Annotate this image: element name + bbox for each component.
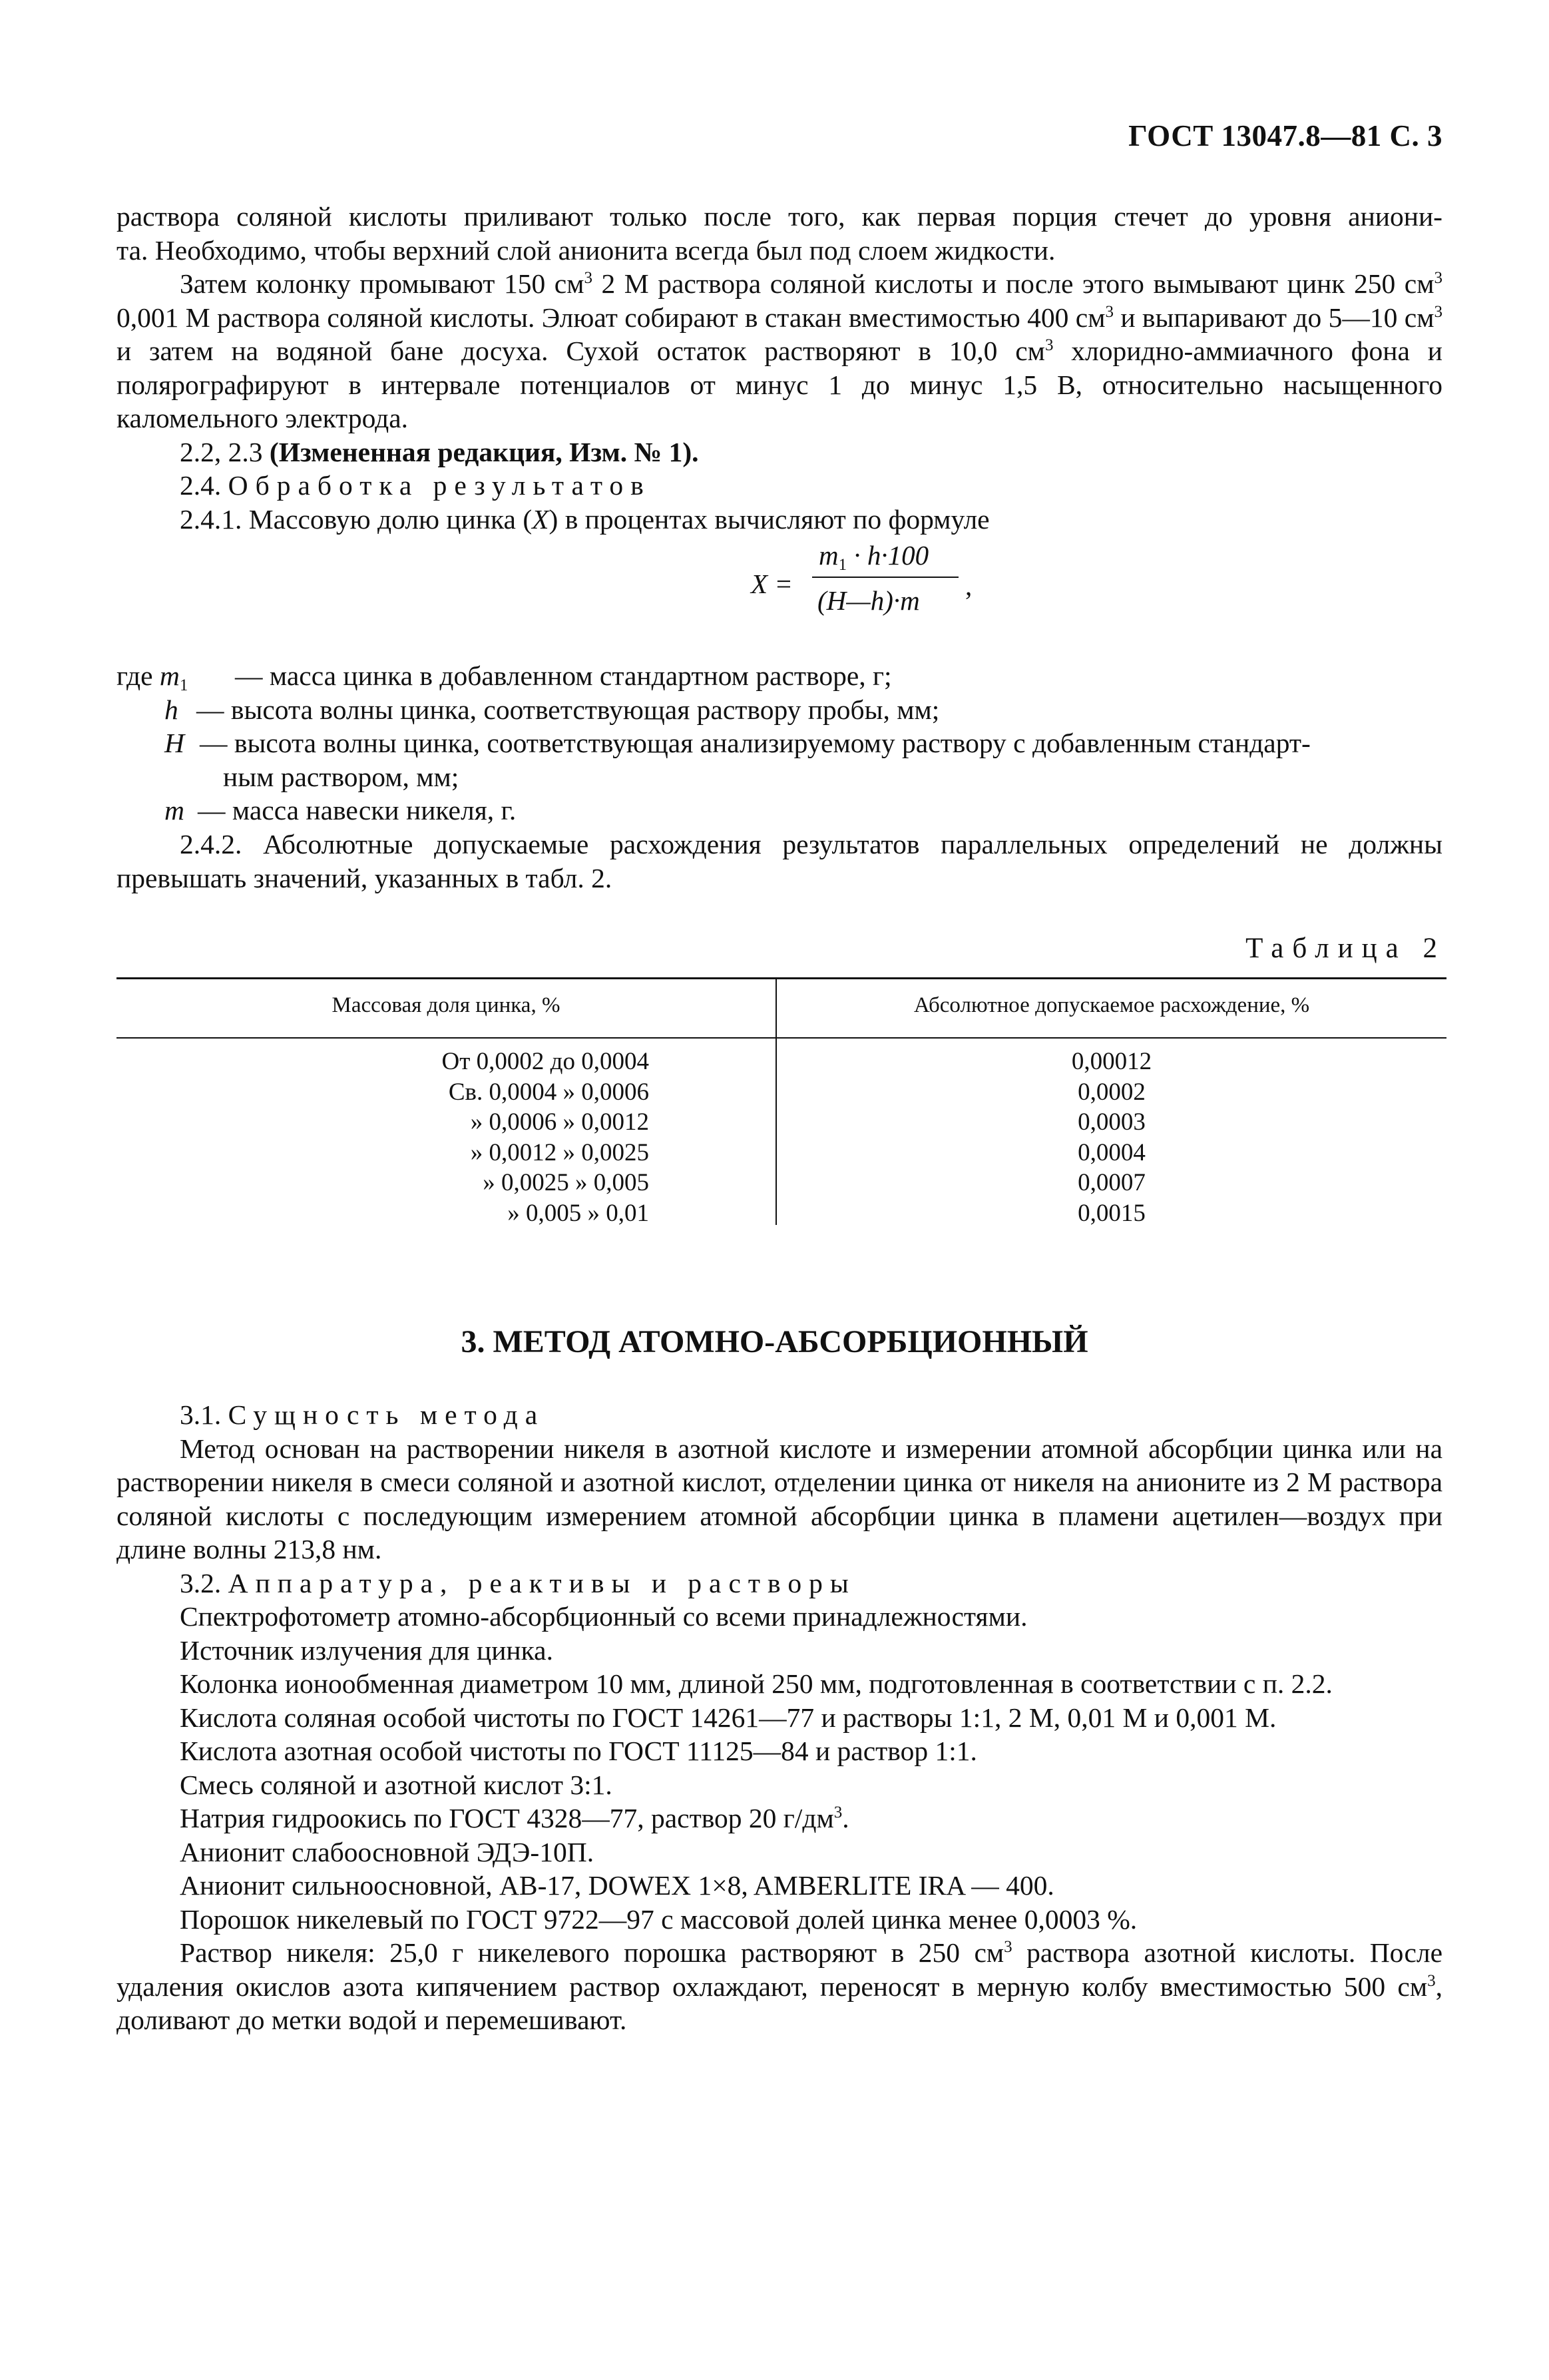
formula-definitions: [116, 659, 1448, 828]
formula-numerator: $m_1 \cdot h\cdot 100$: [819, 540, 929, 574]
reagent-item: Кислота азотная особой чистоты по ГОСТ 11125—84 и раствор 1:1.: [180, 1736, 977, 1766]
reagent-item: Анионит сильноосновной, АВ-17, DOWEX 1×8, AMBERLITE IRA — 400.: [180, 1870, 1054, 1901]
reagent-item: Порошок никелевый по ГОСТ 9722—97 с массовой долей цинка менее 0,0003 %.: [180, 1903, 1138, 1935]
table-cell: 0,0007: [1078, 1169, 1146, 1196]
table-cell: » 0,0006 » 0,0012: [470, 1108, 649, 1136]
table-top-rule: [116, 977, 1446, 979]
reagent-item: Колонка ионообменная диаметром 10 мм, длиной 250 мм, подготовленная в соответствии с п. 2.2.: [180, 1668, 1333, 1699]
reagent-item: Смесь соляной и азотной кислот 3:1.: [180, 1769, 612, 1800]
table-cell: 0,0003: [1078, 1108, 1146, 1136]
table-cell: 0,00012: [1071, 1048, 1152, 1075]
formula-denominator: (H—h)·m: [817, 585, 920, 616]
definition-row-continued: ным раствором, мм;: [223, 761, 459, 792]
section-2-4-2: 2.4.2. Абсолютные допускаемые расхождения результатов параллельных определений не должны превышать значений, указанных в табл. 2.: [116, 829, 1442, 893]
page-header: ГОСТ 13047.8—81 С. 3: [1128, 119, 1442, 152]
reagent-item: Натрия гидроокись по ГОСТ 4328—77, раствор 20 $г/дм^3$.: [180, 1803, 849, 1833]
formula-fraction-bar: [812, 577, 959, 578]
table-caption: Таблица 2: [1245, 933, 1446, 964]
section-3-body: [116, 1398, 1442, 2037]
table-cell: 0,0002: [1078, 1078, 1146, 1106]
table-cell: » 0,005 » 0,01: [507, 1199, 649, 1227]
table-column-tolerance: [777, 1047, 1446, 1228]
table-header-tolerance: Абсолютное допускаемое расхождение, %: [913, 993, 1310, 1017]
table-column-zinc-fraction: [323, 1047, 656, 1228]
section-3-1-heading: 3.1. Сущность метода: [180, 1399, 545, 1430]
reagent-item: Спектрофотометр атомно-абсорбционный со всеми принадлежностями.: [180, 1601, 1028, 1632]
formula: [751, 538, 991, 631]
table-cell: » 0,0025 » 0,005: [483, 1169, 649, 1196]
table-cell: 0,0004: [1078, 1138, 1146, 1166]
definition-row: H — высота волны цинка, соответствующая анализируемому раствору с добавленным стандарт-: [164, 728, 1311, 758]
definition-row: m — масса навески никеля, г.: [164, 795, 517, 826]
section-3-1-text: Метод основан на растворении никеля в азотной кислоте и измерении атомной абсорбции цинка или на растворении никеля в смеси соляной и азотной кислот, отделении цинка от никеля на анионите из 2 М раствора соляной кислоты с последующим измерением атомной абсорбции цинка в пламени ацетилен—воздух при длине волны 213,8 нм.: [116, 1433, 1442, 1564]
section-2-4-heading: 2.4. Обработка результатов: [180, 470, 651, 501]
section-2-4-1: 2.4.1. Массовую долю цинка (X) в процентах вычисляют по формуле: [180, 503, 990, 535]
reagent-item: Анионит слабоосновной ЭДЭ-10П.: [180, 1836, 594, 1867]
table-header-zinc-fraction: Массовая доля цинка, %: [332, 993, 560, 1017]
table-cell: 0,0015: [1078, 1199, 1146, 1227]
reagent-item: Кислота соляная особой чистоты по ГОСТ 14261—77 и растворы 1:1, 2 М, 0,01 М и 0,001 М.: [180, 1702, 1277, 1733]
paragraph-column-wash: Затем колонку промывают 150 $см^3$ 2 М раствора соляной кислоты и после этого вымывают цинк 250 $см^3$ 0,001 М раствора соляной кислоты. Элюат собирают в стакан вместимостью 400 $см^3$ и выпаривают до 5—10 $см^3$ и затем на водяной бане досуха. Сухой остаток растворяют в 10,0 $см^3$ хлоридно-аммиачного фона и полярографируют в интервале потенциалов от минус 1 до минус 1,5 В, относительно насыщенного каломельного электрода.: [116, 268, 1442, 433]
formula-lhs: X =: [751, 569, 793, 599]
upper-text-block: [116, 200, 1442, 536]
amendment-note: 2.2, 2.3 (Измененная редакция, Изм. № 1).: [180, 436, 699, 467]
formula-comma: ,: [965, 571, 973, 601]
paragraph-continued-line-2: та. Необходимо, чтобы верхний слой анионита всегда был под слоем жидкости.: [116, 234, 1056, 266]
table-cell: Св. 0,0004 » 0,0006: [448, 1078, 649, 1106]
nickel-solution-paragraph: Раствор никеля: 25,0 г никелевого порошка растворяют в 250 $см^3$ раствора азотной кислоты. После удаления окислов азота кипячением раствор охлаждают, переносят в мерную колбу вместимостью 500 $см^3$, доливают до метки водой и перемешивают.: [116, 1937, 1442, 2035]
paragraph-continued-line-1: раствора соляной кислоты приливают только после того, как первая порция стечет до уровня аниони-: [116, 201, 1442, 232]
section-3-2-heading: 3.2. Аппаратура, реактивы и растворы: [180, 1567, 856, 1598]
table-cell: От 0,0002 до 0,0004: [441, 1048, 649, 1075]
table-cell: » 0,0012 » 0,0025: [470, 1138, 649, 1166]
table-header-rule: [116, 1037, 1446, 1039]
reagent-item: Источник излучения для цинка.: [180, 1634, 553, 1666]
definition-row: h — высота волны цинка, соответствующая раствору пробы, мм;: [164, 694, 940, 725]
table-2: [116, 945, 1446, 1225]
section-3-title: 3. МЕТОД АТОМНО-АБСОРБЦИОННЫЙ: [461, 1324, 1088, 1359]
definition-row: где $m_1$ — масса цинка в добавленном стандартном растворе, г;: [116, 660, 892, 694]
